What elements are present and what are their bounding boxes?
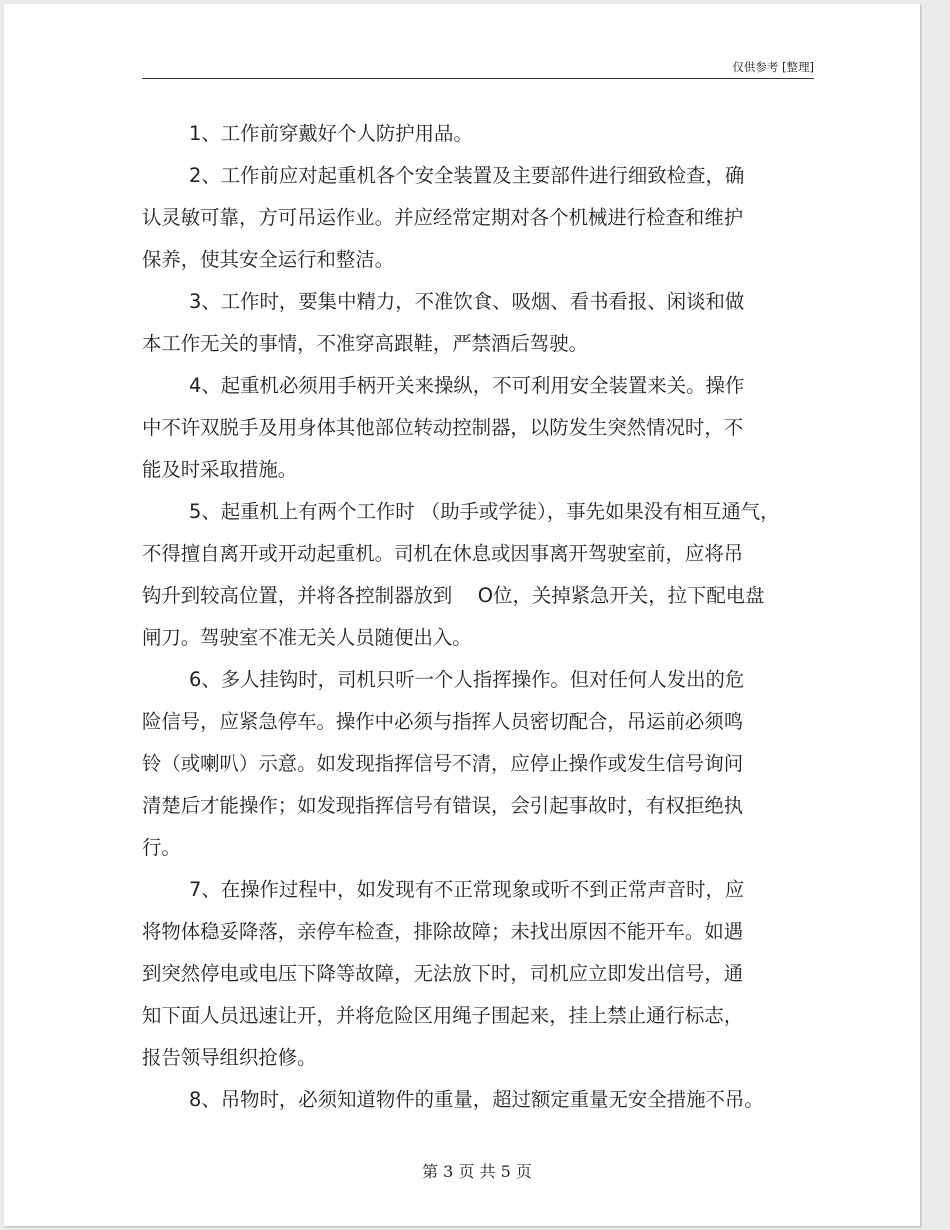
document-page (4, 4, 920, 1226)
paragraph-line: 8、吊物时，必须知道物件的重量，超过额定重量无安全措施不吊。 (189, 1088, 764, 1111)
paragraph-line: 闸刀。驾驶室不准无关人员随便出入。 (142, 626, 472, 649)
paragraph-line: 清楚后才能操作；如发现指挥信号有错误，会引起事故时，有权拒绝执 (142, 794, 744, 817)
paragraph-line: 7、在操作过程中，如发现有不正常现象或听不到正常声音时，应 (189, 878, 745, 901)
paragraph-line: 铃（或喇叭）示意。如发现指挥信号不清，应停止操作或发生信号询问 (142, 752, 744, 775)
page-number-footer: 第 3 页 共 5 页 (422, 1162, 532, 1181)
paragraph-line: 6、多人挂钩时，司机只听一个人指挥操作。但对任何人发出的危 (189, 668, 745, 691)
paragraph-line: 知下面人员迅速让开，并将危险区用绳子围起来，挂上禁止通行标志， (142, 1004, 744, 1027)
paragraph-line: 报告领导组织抢修。 (142, 1046, 317, 1069)
paragraph-line: 能及时采取措施。 (142, 458, 298, 481)
paragraph-line: 2、工作前应对起重机各个安全装置及主要部件进行细致检查，确 (189, 164, 745, 187)
paragraph-line: 险信号，应紧急停车。操作中必须与指挥人员密切配合，吊运前必须鸣 (142, 710, 744, 733)
paragraph-line: 认灵敏可靠，方可吊运作业。并应经常定期对各个机械进行检查和维护 (142, 206, 744, 229)
paragraph-line: 3、工作时，要集中精力，不准饮食、吸烟、看书看报、闲谈和做 (189, 290, 745, 313)
paragraph-line: 本工作无关的事情，不准穿高跟鞋，严禁酒后驾驶。 (142, 332, 588, 355)
paragraph-line: 1、工作前穿戴好个人防护用品。 (189, 122, 473, 145)
paragraph-line: 保养，使其安全运行和整洁。 (142, 248, 395, 271)
paragraph-line: 5、起重机上有两个工作时 （助手或学徒），事先如果没有相互通气， (189, 500, 780, 523)
paragraph-line: 不得擅自离开或开动起重机。司机在休息或因事离开驾驶室前，应将吊 (142, 542, 744, 565)
paragraph-line: 中不许双脱手及用身体其他部位转动控制器，以防发生突然情况时，不 (142, 416, 744, 439)
paragraph-line: 钩升到较高位置，并将各控制器放到 O位，关掉紧急开关，拉下配电盘 (142, 584, 765, 607)
paragraph-line: 将物体稳妥降落，亲停车检查，排除故障；未找出原因不能开车。如遇 (142, 920, 744, 943)
header-note: 仅供参考 [整理] (732, 60, 814, 74)
document-body (142, 113, 782, 1121)
paragraph-line: 到突然停电或电压下降等故障，无法放下时，司机应立即发出信号，通 (142, 962, 744, 985)
header-divider (142, 78, 814, 79)
paragraph-line: 4、起重机必须用手柄开关来操纵，不可利用安全装置来关。操作 (189, 374, 745, 397)
paragraph-line: 行。 (142, 836, 181, 859)
